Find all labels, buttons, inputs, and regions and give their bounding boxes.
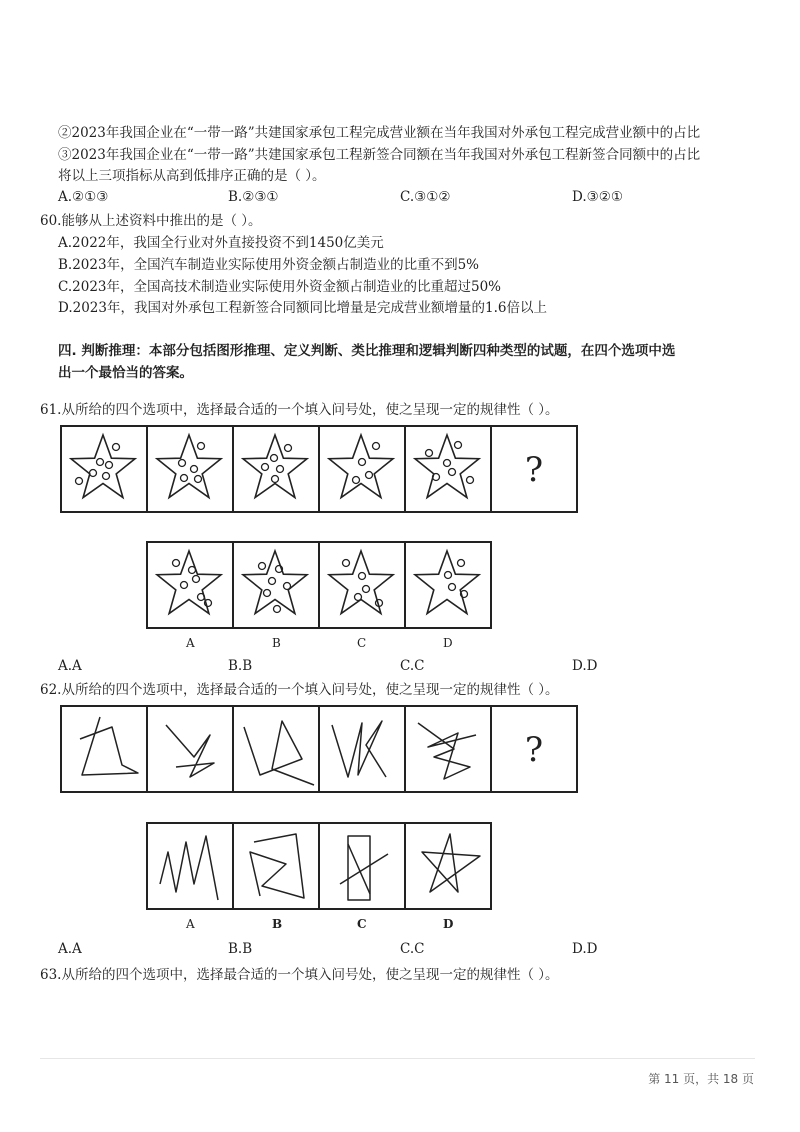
- q61-figure-label-a: A: [186, 636, 195, 650]
- q62-question-figure-strip: [60, 705, 578, 793]
- q62-figure-1: [80, 717, 138, 775]
- section-heading: 四. 判断推理：本部分包括图形推理、定义判断、类比推理和逻辑判断四种类型的试题，在四个选项中选: [58, 343, 676, 359]
- footer-divider: [40, 1058, 755, 1059]
- q61-option-figure-strip: [146, 541, 492, 629]
- q62-figure-label-d: D: [443, 917, 454, 931]
- q62-stem: 62.从所给的四个选项中，选择最合适的一个填入问号处，使之呈现一定的规律性（ ）。: [40, 682, 559, 698]
- q61-stem: 61.从所给的四个选项中，选择最合适的一个填入问号处，使之呈现一定的规律性（ ）。: [40, 402, 559, 418]
- q62-figure-2: [166, 725, 214, 777]
- q62-option-d-figure[interactable]: [422, 834, 480, 892]
- page-number: 第 11 页，共 18 页: [648, 1072, 754, 1086]
- q61-figure-label-b: B: [272, 636, 281, 650]
- q61-star-2: [157, 435, 221, 498]
- q62-option-c-figure[interactable]: [340, 836, 388, 900]
- q61-star-1: [71, 435, 135, 498]
- q62-figure-5: [418, 723, 476, 779]
- q61-figure-label-c: C: [357, 636, 367, 650]
- q62-figure-label-c: C: [357, 917, 367, 931]
- q61-option-d[interactable]: D.D: [572, 658, 598, 674]
- q60-option-a[interactable]: A.2022年，我国全行业对外直接投资不到1450亿美元: [58, 235, 384, 251]
- q61-option-c-figure[interactable]: [329, 551, 393, 614]
- q60-option-b[interactable]: B.2023年，全国汽车制造业实际使用外资金额占制造业的比重不到5%: [58, 257, 479, 273]
- q61-question-mark: ?: [524, 450, 544, 490]
- q59-prompt: 将以上三项指标从高到低排序正确的是（ ）。: [58, 168, 326, 184]
- q61-option-b[interactable]: B.B: [228, 658, 253, 674]
- q60-option-d[interactable]: D.2023年，我国对外承包工程新签合同额同比增量是完成营业额增量的1.6倍以上: [58, 300, 547, 316]
- q62-option-figure-strip: [146, 822, 492, 910]
- q61-star-4: [329, 435, 393, 498]
- q62-option-b-figure[interactable]: [250, 834, 304, 898]
- q59-statement-3: ③2023年我国企业在“一带一路”共建国家承包工程新签合同额在当年我国对外承包工程新签合同额中的占比: [58, 147, 701, 163]
- q61-option-c[interactable]: C.C: [400, 658, 425, 674]
- q59-option-d[interactable]: D.③②①: [572, 189, 623, 205]
- q61-option-b-figure[interactable]: [243, 551, 307, 614]
- q62-option-d[interactable]: D.D: [572, 941, 598, 957]
- q62-option-c[interactable]: C.C: [400, 941, 425, 957]
- q59-option-c[interactable]: C.③①②: [400, 189, 451, 205]
- q62-figure-4: [332, 721, 386, 777]
- q61-star-3: [243, 435, 307, 498]
- q63-stem: 63.从所给的四个选项中，选择最合适的一个填入问号处，使之呈现一定的规律性（ ）。: [40, 967, 559, 983]
- q60-option-c[interactable]: C.2023年，全国高技术制造业实际使用外资金额占制造业的比重超过50%: [58, 279, 502, 295]
- q59-option-a[interactable]: A.②①③: [58, 189, 109, 205]
- q62-option-b[interactable]: B.B: [228, 941, 253, 957]
- q62-figure-label-a: A: [186, 917, 195, 931]
- q59-option-b[interactable]: B.②③①: [228, 189, 279, 205]
- q61-option-a-figure[interactable]: [157, 551, 221, 614]
- q62-question-mark: ?: [524, 730, 544, 770]
- q59-statement-2: ②2023年我国企业在“一带一路”共建国家承包工程完成营业额在当年我国对外承包工程完成营业额中的占比: [58, 125, 701, 141]
- q61-question-figure-strip: [60, 425, 578, 513]
- q62-option-a-figure[interactable]: [160, 836, 218, 900]
- q62-option-a[interactable]: A.A: [58, 941, 82, 957]
- q61-star-5: [415, 435, 479, 498]
- q60-stem: 60.能够从上述资料中推出的是（ ）。: [40, 213, 262, 229]
- q62-figure-label-b: B: [272, 917, 283, 931]
- q61-option-a[interactable]: A.A: [58, 658, 82, 674]
- q62-figure-3: [244, 721, 314, 785]
- section-heading-cont: 出一个最恰当的答案。: [58, 365, 193, 381]
- q61-figure-label-d: D: [443, 636, 453, 650]
- q61-option-d-figure[interactable]: [415, 551, 479, 614]
